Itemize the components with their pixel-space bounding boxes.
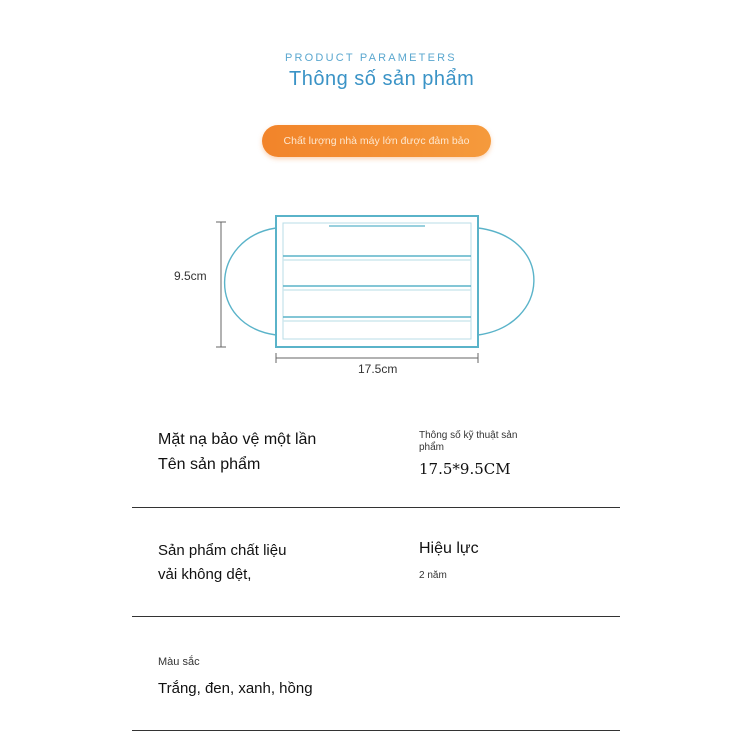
color-label: Màu sắc bbox=[158, 656, 200, 668]
validity-value: 2 năm bbox=[419, 570, 447, 581]
mask-diagram bbox=[205, 205, 545, 385]
width-label: 17.5cm bbox=[358, 362, 398, 376]
size-value: 17.5*9.5CM bbox=[419, 460, 511, 478]
product-name-value: Mặt nạ bảo vệ một lần bbox=[158, 431, 317, 448]
validity-label: Hiệu lực bbox=[419, 540, 479, 557]
height-label: 9.5cm bbox=[174, 269, 207, 283]
mask-body bbox=[276, 216, 478, 347]
color-value: Trắng, đen, xanh, hồng bbox=[158, 680, 313, 697]
row-divider bbox=[132, 730, 620, 731]
quality-badge: Chất lượng nhà máy lớn được đảm bảo bbox=[262, 125, 491, 157]
page-title: Thông số sản phẩm bbox=[289, 68, 475, 90]
right-ear-loop bbox=[478, 228, 534, 335]
material-value: Sản phẩm chất liệu vải không dệt, bbox=[158, 542, 287, 583]
section-eyebrow: PRODUCT PARAMETERS bbox=[285, 52, 457, 64]
product-name-label: Tên sản phẩm bbox=[158, 456, 261, 473]
row-divider bbox=[132, 507, 620, 508]
left-ear-loop bbox=[225, 228, 276, 335]
row-divider bbox=[132, 616, 620, 617]
size-label: Thông số kỹ thuật sản phẩm bbox=[419, 430, 518, 453]
